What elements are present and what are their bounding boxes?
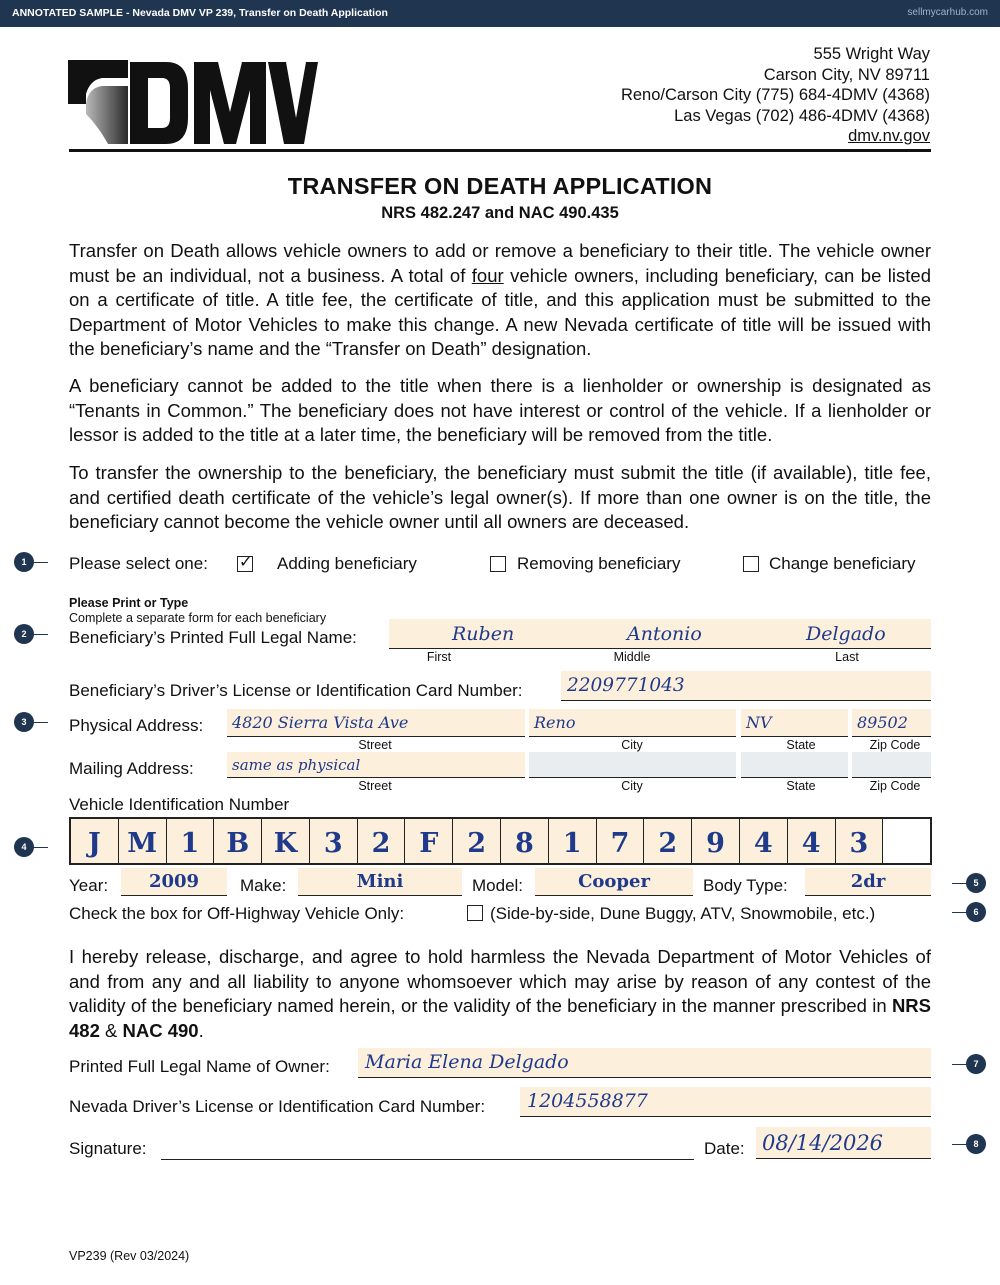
mailing-state-field[interactable] [741, 752, 848, 778]
physical-street-value: 4820 Sierra Vista Ave [232, 713, 409, 732]
phone-vegas: Las Vegas (702) 486-4DMV (4368) [674, 106, 930, 125]
form-revision: VP239 (Rev 03/2024) [69, 1249, 190, 1263]
mailing-city-field[interactable] [529, 752, 736, 778]
vin-label: Vehicle Identification Number [69, 795, 290, 814]
lienholder-paragraph: A beneficiary cannot be added to the title when there is a lienholder or ownership is designated as “Tenants in Common.” The beneficiary does not have interest or control of the vehicle. If a lienholder or lessor is added to the title at a later time, the beneficiary will be removed from the title. [69, 375, 931, 446]
beneficiary-last-value: Delgado [806, 623, 886, 645]
beneficiary-license-label: Beneficiary’s Driver’s License or Identification Card Number: [69, 681, 523, 700]
mail-zip-caption: Zip Code [869, 779, 921, 793]
annotation-marker-4: 4 [14, 837, 34, 857]
annotation-marker-8: 8 [966, 1134, 986, 1154]
address-line-1: 555 Wright Way [813, 45, 930, 63]
annotation-marker-2: 2 [14, 624, 34, 644]
model-field[interactable] [535, 868, 693, 896]
release-paragraph: I hereby release, discharge, and agree to hold harmless the Nevada Department of Motor Vehicles of and from any and all liability to anyone whomsoever which may arise by reason of any contest of the validity of the beneficiary named herein, or the validity of the beneficiary in the manner prescribed in NRS 482 & NAC 490. [69, 946, 931, 1041]
model-label: Model: [472, 876, 524, 895]
dmv-logo [68, 56, 318, 148]
change-beneficiary-label: Change beneficiary [769, 554, 916, 573]
mailing-street-value: same as physical [232, 756, 361, 774]
vin-char-cell[interactable]: 4 [788, 819, 836, 863]
body-type-field[interactable] [805, 868, 931, 896]
form-subtitle: NRS 482.247 and NAC 490.435 [381, 204, 619, 222]
removing-beneficiary-label: Removing beneficiary [517, 554, 681, 573]
ohv-label: Check the box for Off-Highway Vehicle Only: [69, 904, 405, 923]
physical-street-field[interactable] [227, 709, 525, 737]
ohv-checkbox[interactable] [467, 905, 483, 921]
owner-name-value: Maria Elena Delgado [365, 1051, 569, 1073]
header-divider [69, 149, 931, 152]
mailing-zip-field[interactable] [852, 752, 931, 778]
marker-2-leader [32, 634, 48, 635]
mailing-street-field[interactable] [227, 752, 525, 778]
mailing-address-label: Mailing Address: [69, 759, 194, 778]
beneficiary-middle-value: Antonio [627, 623, 702, 645]
zip-caption: Zip Code [869, 738, 921, 752]
date-field[interactable] [756, 1127, 931, 1159]
physical-state-field[interactable] [741, 709, 848, 737]
vin-char-cell[interactable]: F [405, 819, 453, 863]
vin-char-cell[interactable]: 1 [167, 819, 215, 863]
physical-state-value: NV [746, 713, 772, 732]
adding-beneficiary-checkbox[interactable] [237, 556, 253, 572]
ohv-note: (Side-by-side, Dune Buggy, ATV, Snowmobile, etc.) [490, 904, 876, 923]
owner-name-field[interactable] [358, 1048, 931, 1078]
mail-street-caption: Street [358, 779, 392, 793]
adding-beneficiary-label: Adding beneficiary [277, 554, 417, 573]
agency-address [621, 44, 930, 147]
year-label: Year: [69, 876, 109, 895]
make-field[interactable] [298, 868, 462, 896]
marker-3-leader [32, 722, 48, 723]
state-caption: State [786, 738, 816, 752]
vin-char-cell[interactable]: 2 [453, 819, 501, 863]
select-one-label: Please select one: [69, 554, 208, 573]
beneficiary-license-field[interactable] [561, 671, 931, 701]
vin-field[interactable] [69, 817, 932, 865]
beneficiary-name-label: Beneficiary’s Printed Full Legal Name: [69, 628, 357, 647]
marker-1-leader [32, 562, 48, 563]
vin-char-cell[interactable]: 2 [358, 819, 406, 863]
beneficiary-first-value: Ruben [452, 623, 515, 645]
annotation-marker-3: 3 [14, 712, 34, 732]
owner-license-value: 1204558877 [527, 1090, 648, 1112]
transfer-paragraph: To transfer the ownership to the beneficiary, the beneficiary must submit the title (if available), title fee, and certified death certificate of the vehicle’s legal owner(s). If more than one owner is on the title, the beneficiary cannot become the vehicle owner until all owners are deceased. [69, 462, 931, 533]
vin-char-cell[interactable]: 7 [597, 819, 645, 863]
vin-char-cell[interactable]: 3 [310, 819, 358, 863]
make-label: Make: [240, 876, 287, 895]
vin-char-cell[interactable]: M [119, 819, 167, 863]
owner-license-label: Nevada Driver’s License or Identification Card Number: [69, 1097, 486, 1116]
vin-char-cell[interactable]: 4 [740, 819, 788, 863]
year-value: 2009 [148, 871, 200, 892]
city-caption: City [621, 738, 643, 752]
vin-char-cell[interactable]: 3 [836, 819, 884, 863]
physical-zip-value: 89502 [857, 713, 908, 732]
physical-city-field[interactable] [529, 709, 736, 737]
signature-label: Signature: [69, 1139, 147, 1158]
physical-city-value: Reno [534, 713, 576, 732]
date-value: 08/14/2026 [762, 1131, 884, 1155]
last-caption: Last [835, 650, 859, 664]
mail-city-caption: City [621, 779, 643, 793]
address-line-2: Carson City, NV 89711 [763, 65, 930, 84]
website-link[interactable]: dmv.nv.gov [848, 127, 930, 145]
vin-char-cell[interactable]: J [71, 819, 119, 863]
signature-line[interactable] [161, 1140, 694, 1160]
separate-form-note: Complete a separate form for each beneficiary [69, 611, 327, 625]
banner-title: ANNOTATED SAMPLE - Nevada DMV VP 239, Transfer on Death Application [12, 7, 388, 19]
owner-license-field[interactable] [520, 1087, 931, 1117]
vin-char-cell[interactable]: 9 [692, 819, 740, 863]
form-title: TRANSFER ON DEATH APPLICATION [287, 173, 713, 199]
make-value: Mini [356, 871, 404, 892]
middle-caption: Middle [613, 650, 651, 664]
intro-paragraph: Transfer on Death allows vehicle owners to add or remove a beneficiary to their title. The vehicle owner must be an individual, not a business. A total of four vehicle owners, including beneficiary, can be listed on a certificate of title. A title fee, the certificate of title, and this application must be submitted to the Department of Motor Vehicles to make this change. A new Nevada certificate of title will be issued with the beneficiary’s name and the “Transfer on Death” designation. [69, 240, 931, 360]
change-beneficiary-checkbox[interactable] [743, 556, 759, 572]
vin-char-cell[interactable]: 2 [644, 819, 692, 863]
annotation-banner [0, 0, 1000, 27]
beneficiary-license-value: 2209771043 [567, 675, 685, 696]
date-label: Date: [704, 1139, 745, 1158]
annotation-marker-6: 6 [966, 902, 986, 922]
print-note: Please Print or Type [69, 596, 189, 610]
vin-char-cell[interactable] [883, 819, 930, 863]
model-value: Cooper [578, 871, 650, 892]
annotation-marker-7: 7 [966, 1054, 986, 1074]
phone-reno: Reno/Carson City (775) 684-4DMV (4368) [620, 86, 930, 104]
banner-site: sellmycarhub.com [907, 7, 988, 18]
street-caption: Street [358, 738, 392, 752]
owner-name-label: Printed Full Legal Name of Owner: [69, 1057, 330, 1076]
body-type-value: 2dr [850, 871, 886, 892]
first-caption: First [426, 650, 452, 664]
vin-char-cell[interactable]: 8 [501, 819, 549, 863]
vin-char-cell[interactable]: 1 [549, 819, 597, 863]
marker-4-leader [32, 847, 48, 848]
vin-char-cell[interactable]: K [262, 819, 310, 863]
check-mark-icon: ✓ [239, 554, 253, 571]
annotation-marker-5: 5 [966, 873, 986, 893]
year-field[interactable] [121, 868, 227, 896]
mail-state-caption: State [786, 779, 816, 793]
beneficiary-name-field[interactable] [389, 619, 931, 649]
annotation-marker-1: 1 [14, 552, 34, 572]
body-type-label: Body Type: [703, 876, 788, 895]
physical-address-label: Physical Address: [69, 716, 204, 735]
vin-char-cell[interactable]: B [214, 819, 262, 863]
physical-zip-field[interactable] [852, 709, 931, 737]
removing-beneficiary-checkbox[interactable] [490, 556, 506, 572]
